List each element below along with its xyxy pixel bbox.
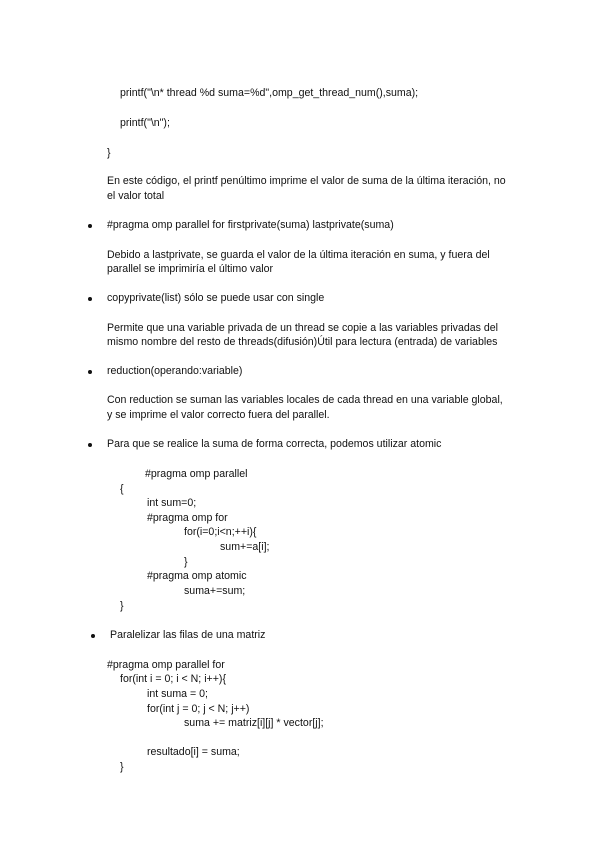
code-line: #pragma omp for	[147, 512, 228, 524]
code-line: for(int j = 0; j < N; j++)	[147, 703, 250, 715]
code-line: {	[120, 483, 124, 495]
paragraph-line: En este código, el printf penúltimo imprime el valor de suma de la última iteración, no	[107, 175, 506, 187]
code-line: sum+=a[i];	[220, 541, 270, 553]
code-line: printf("\n");	[120, 117, 170, 129]
paragraph-line: el valor total	[107, 190, 165, 202]
paragraph-line: Permite que una variable privada de un thread se copie a las variables privadas del	[107, 322, 499, 334]
code-line: suma += matriz[i][j] * vector[j];	[184, 717, 324, 729]
code-line: for(i=0;i<n;++i){	[184, 526, 257, 538]
bullet-title: Paralelizar las filas de una matriz	[110, 629, 266, 641]
bullet-point	[88, 443, 92, 447]
bullet-title: copyprivate(list) sólo se puede usar con single	[107, 292, 325, 304]
bullet-point	[88, 224, 92, 228]
bullet-point	[91, 634, 95, 638]
code-line: }	[120, 600, 124, 612]
code-line: #pragma omp atomic	[147, 570, 247, 582]
paragraph-line: Debido a lastprivate, se guarda el valor de la última iteración en suma, y fuera del	[107, 249, 490, 261]
bullet-title: #pragma omp parallel for firstprivate(suma) lastprivate(suma)	[107, 219, 394, 231]
code-line: suma+=sum;	[184, 585, 246, 597]
paragraph-line: parallel se imprimiría el último valor	[107, 263, 274, 275]
code-line: }	[184, 556, 188, 568]
code-line: }	[120, 761, 124, 773]
code-line: resultado[i] = suma;	[147, 746, 240, 758]
bullet-title: Para que se realice la suma de forma correcta, podemos utilizar atomic	[107, 438, 442, 450]
paragraph-line: mismo nombre del resto de threads(difusión)Útil para lectura (entrada) de variables	[107, 336, 498, 348]
paragraph-line: Con reduction se suman las variables locales de cada thread en una variable global,	[107, 394, 503, 406]
code-line: #pragma omp parallel for	[107, 659, 225, 671]
bullet-point	[88, 297, 92, 301]
code-line: #pragma omp parallel	[145, 468, 248, 480]
bullet-title: reduction(operando:variable)	[107, 365, 243, 377]
code-line: for(int i = 0; i < N; i++){	[120, 673, 226, 685]
code-line: printf("\n* thread %d suma=%d",omp_get_thread_num(),suma);	[120, 87, 419, 99]
paragraph-line: y se imprime el valor correcto fuera del parallel.	[107, 409, 330, 421]
code-line: int suma = 0;	[147, 688, 208, 700]
bullet-point	[88, 370, 92, 374]
code-line: }	[107, 147, 111, 159]
code-line: int sum=0;	[147, 497, 197, 509]
